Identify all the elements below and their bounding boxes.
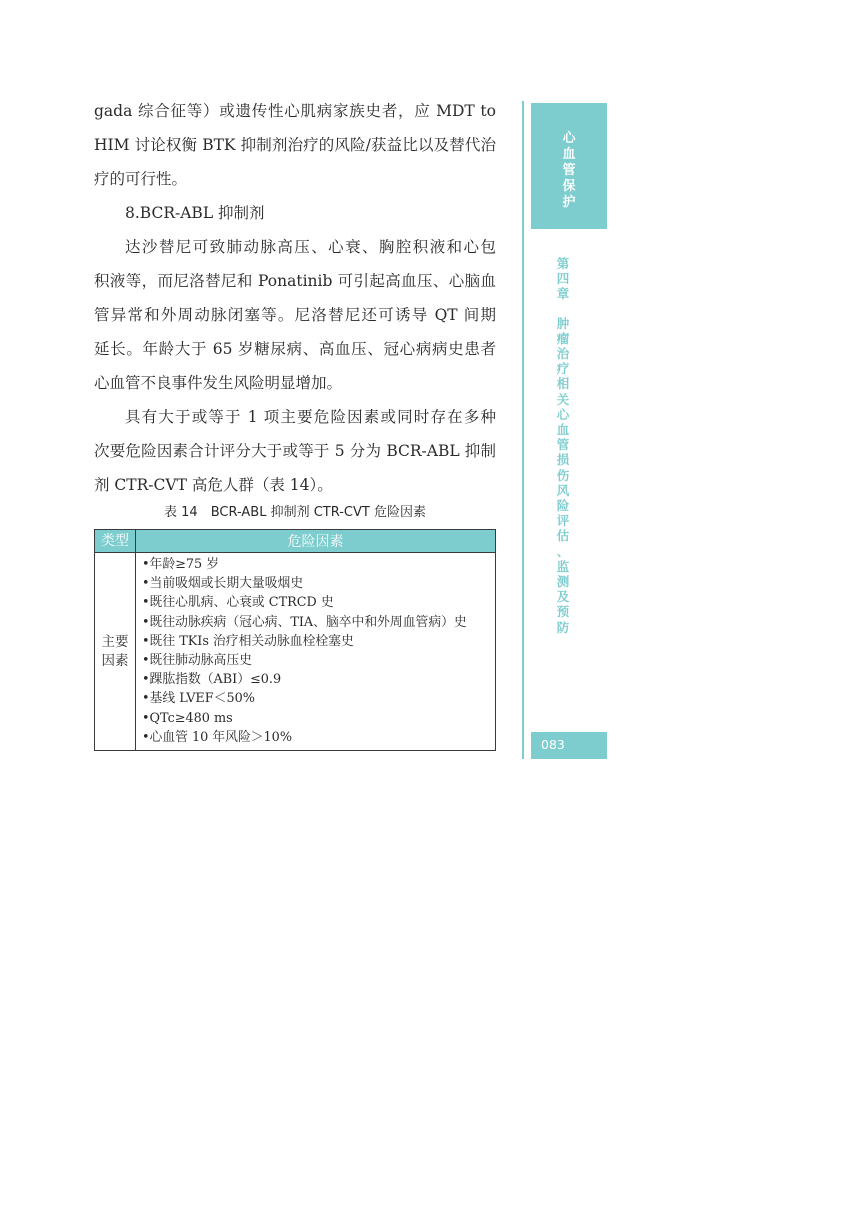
factor-item: •既往动脉疾病（冠心病、TIA、脑卒中和外周血管病）史 — [142, 614, 467, 630]
paragraph-line: 疗的可行性。 — [94, 170, 188, 188]
tab-char: 护 — [562, 195, 576, 210]
paragraph-line: 剂 CTR-CVT 高危人群（表 14）。 — [94, 476, 333, 494]
paragraph-line: gada 综合征等）或遗传性心肌病家族史者，应 MDT to — [94, 102, 496, 120]
paragraph-line: 管异常和外周动脉闭塞等。尼洛替尼还可诱导 QT 间期 — [94, 306, 496, 324]
chapter-char: 章 — [556, 286, 570, 302]
chapter-char: 治 — [556, 346, 570, 362]
section-tab-label — [531, 131, 607, 211]
paragraph-line: 延长。年龄大于 65 岁糖尿病、高血压、冠心病病史患者 — [94, 340, 496, 358]
section-heading: 8.BCR-ABL 抑制剂 — [125, 204, 265, 222]
paragraph-line: 心血管不良事件发生风险明显增加。 — [94, 374, 343, 392]
tab-char: 血 — [562, 147, 576, 162]
chapter-char: 关 — [556, 391, 570, 407]
section-tab — [531, 103, 607, 229]
header-type: 类型 — [95, 530, 136, 553]
page-number-box — [531, 732, 607, 759]
factor-item: •QTc≥480 ms — [142, 710, 233, 726]
factor-item: •既往心肌病、心衰或 CTRCD 史 — [142, 595, 334, 611]
chapter-char: 、 — [556, 543, 570, 559]
chapter-char: 血 — [556, 422, 570, 438]
body-text — [94, 94, 496, 502]
page-number: 083 — [541, 737, 565, 752]
chapter-char: 评 — [556, 513, 570, 529]
chapter-char: 监 — [556, 558, 570, 574]
chapter-title-vertical — [553, 256, 573, 635]
table-caption: 表 14 BCR-ABL 抑制剂 CTR-CVT 危险因素 — [164, 505, 426, 520]
chapter-char: 相 — [556, 376, 570, 392]
paragraph-line: 具有大于或等于 1 项主要危险因素或同时存在多种 — [125, 408, 496, 426]
factor-item: •年龄≥75 岁 — [142, 557, 220, 572]
sidebar-divider — [522, 101, 524, 759]
chapter-gap — [553, 302, 573, 316]
table-row — [95, 553, 496, 751]
chapter-char: 四 — [556, 271, 570, 287]
tab-char: 心 — [562, 131, 576, 146]
chapter-char: 疗 — [556, 361, 570, 377]
type-label-line: 因素 — [101, 652, 129, 669]
chapter-char: 估 — [556, 528, 570, 544]
chapter-char: 心 — [556, 406, 570, 422]
chapter-char: 风 — [556, 482, 570, 498]
paragraph-line: 达沙替尼可致肺动脉高压、心衰、胸腔积液和心包 — [125, 238, 496, 256]
factor-item: •心血管 10 年风险＞10% — [142, 729, 292, 745]
factors-cell — [136, 553, 496, 751]
type-label-line: 主要 — [101, 633, 129, 650]
tab-char: 保 — [562, 179, 576, 194]
factor-item: •当前吸烟或长期大量吸烟史 — [142, 576, 304, 592]
chapter-char: 预 — [556, 604, 570, 620]
risk-factor-table — [94, 529, 496, 751]
factor-item: •既往 TKIs 治疗相关动脉血栓栓塞史 — [142, 633, 354, 649]
chapter-char: 损 — [556, 452, 570, 468]
factor-item: •踝肱指数（ABI）≤0.9 — [142, 672, 282, 688]
chapter-char: 肿 — [556, 315, 570, 331]
chapter-char: 及 — [556, 589, 570, 605]
factor-item: •既往肺动脉高压史 — [142, 653, 252, 669]
paragraph-line: HIM 讨论权衡 BTK 抑制剂治疗的风险/获益比以及替代治 — [94, 136, 496, 154]
chapter-char: 管 — [556, 437, 570, 453]
paragraph-line: 积液等，而尼洛替尼和 Ponatinib 可引起高血压、心脑血 — [94, 272, 496, 290]
chapter-char: 瘤 — [556, 330, 570, 346]
type-cell — [95, 553, 136, 751]
chapter-char: 测 — [556, 574, 570, 590]
tab-char: 管 — [562, 163, 576, 178]
chapter-char: 伤 — [556, 467, 570, 483]
header-factors: 危险因素 — [136, 530, 496, 553]
chapter-char: 险 — [556, 498, 570, 514]
factor-item: •基线 LVEF＜50% — [142, 691, 255, 707]
table-header-row — [95, 530, 496, 553]
chapter-char: 防 — [556, 619, 570, 635]
chapter-char: 第 — [556, 256, 570, 271]
paragraph-line: 次要危险因素合计评分大于或等于 5 分为 BCR-ABL 抑制 — [94, 442, 496, 460]
